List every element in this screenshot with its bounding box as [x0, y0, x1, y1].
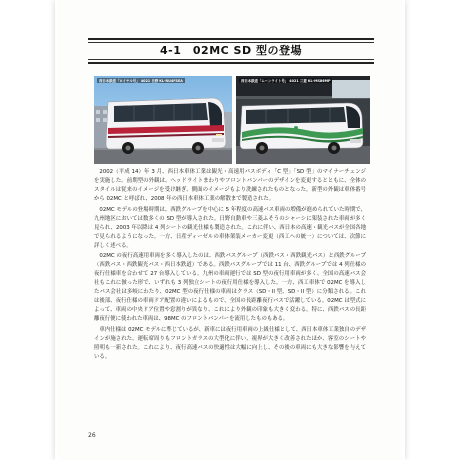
- bus-photo-left-icon: [94, 76, 232, 164]
- paragraph: 02MC モデルの登場時期は、西鉄グループを中心に 5 年程度の高速バス車両の増備が進められていた時期で、九州地区においては数多くの SD 型が導入された。日野自動車や三菱ふそうのシャーシに架装された車両が多く見られ、2003 年以降は 4 列シートの観光仕様も製造された。これに伴い、西日本の高速・観光バスが全国各地で見られるようになった。一方、日産ディーゼルの車体架装メーカー変更（西工への統一）については、次節に詳しく述べる。: [94, 206, 366, 249]
- title-inner-rule-bottom: [88, 59, 374, 60]
- photo-right-caption: 西日本鉄道「ムーンライト号」 4021 三菱 KL-MS86MP: [241, 79, 331, 83]
- paragraph: 2002（平成 14）年 3 月、西日本車体工業は観光・高速用バスボディ「C 型」「SD 型」のマイナーチェンジを実施した。前期型の外観は、ヘッドライトまわりやフロントバンパーのデザインを変更するとともに、全体のスタイルは従来のイメージを受け継ぎ、側面のイメージもより洗練されたものとなった。新型の外観は車体番号から 02MC と呼ばれ、2008 年の西日本車体工業の解散まで製造された。: [94, 169, 366, 202]
- photo-left: [94, 76, 232, 164]
- paragraph: 車内仕様は 02MC モデルに準じているが、新車には夜行用車両の上級仕様として、西日本車体工業独自のデザインが施された。運転席周りもフロントガラスの大型化に伴い、視界が大きく改善されたほか、客室のシートや照明も一新された。これにより、夜行高速バスの快適性は大幅に向上し、その後の車両にも大きな影響を与えている。: [94, 326, 366, 360]
- photo-right: [236, 76, 370, 164]
- section-title: 4-1 02MC SD 型の登場: [160, 44, 302, 57]
- bus-photo-right-icon: [236, 76, 370, 164]
- photo-left-caption: 西日本鉄道「ロイヤル号」 4021 日野 KL-RU4FSEA: [99, 79, 183, 83]
- page-number: 26: [88, 432, 96, 439]
- body-text: [94, 168, 366, 363]
- book-page: [58, 0, 402, 460]
- section-title-box: [88, 38, 374, 64]
- paragraph: 02MC の夜行高速用車両を多く導入したのは、西鉄バスグループ（西鉄バス・西鉄観光バス）と西鉄グループ（西鉄バス・西鉄観光バス・西日本鉄道）である。西鉄バスグループでは 11 台、西鉄グループでは 4 列仕様の夜行仕様車を合わせて 27 台導入している。九州の車両運行では SD 型の夜行用車両が多く、全国の高速バス会社もこれに倣った形で、いずれも 3 列独立シートの夜行用仕様を導入した。一方、西工車体で 02MC を導入したバス会社は多岐にわたり、02MC 型の夜行仕様の車両はクラス（SD・II 型、SD・II 型）に分類される。これは後部、夜行仕様の車両ドア配置の違いによるもので、全国の長距離夜行バスで活躍している。02MC は型式によって、車両の中央ドア位置や窓割りが異なり、これにより外観の印象も大きく変わる。特に、西鉄バスの長距離夜行便に使われた車両は、98MC のフロントバンパーを流用したものもある。: [94, 253, 366, 322]
